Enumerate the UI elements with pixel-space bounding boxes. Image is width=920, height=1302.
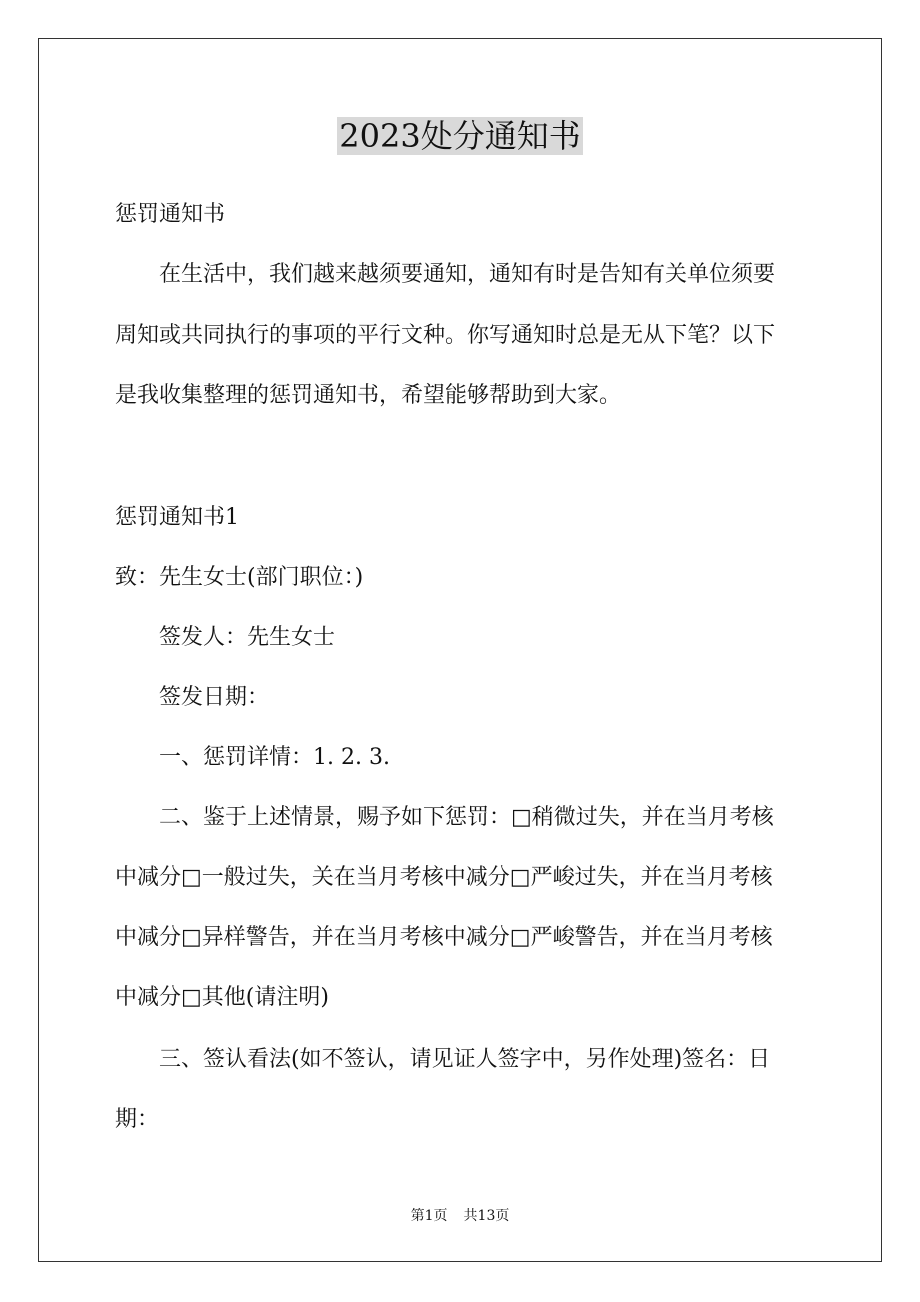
sign-line-1: 三、签认看法(如不签认，请见证人签字中，另作处理)签名：日: [159, 1047, 771, 1072]
document-title-text: 2023处分通知书: [339, 117, 581, 155]
subsection-title: 惩罚通知书1: [115, 505, 239, 530]
page-total: 共13页: [463, 1208, 510, 1224]
sign-line-2: 期：: [115, 1107, 160, 1132]
page-footer: [0, 1206, 920, 1226]
penalty-line-4: 中减分□其他(请注明): [115, 985, 329, 1010]
page-number: 第1页: [410, 1208, 448, 1224]
penalty-details-line: 一、惩罚详情：1. 2. 3.: [159, 745, 390, 770]
intro-line-2: 周知或共同执行的事项的平行文种。你写通知时总是无从下笔？以下: [115, 323, 776, 348]
penalty-line-1: 二、鉴于上述情景，赐予如下惩罚：□稍微过失，并在当月考核: [159, 805, 774, 830]
intro-line-1: 在生活中，我们越来越须要通知，通知有时是告知有关单位须要: [159, 262, 776, 287]
issuer-line: 签发人：先生女士: [159, 625, 336, 650]
recipient-line: 致：先生女士(部门职位：): [115, 565, 364, 590]
section-heading: 惩罚通知书: [115, 202, 226, 227]
intro-line-3: 是我收集整理的惩罚通知书，希望能够帮助到大家。: [115, 383, 622, 408]
penalty-line-3: 中减分□异样警告，并在当月考核中减分□严峻警告，并在当月考核: [115, 925, 773, 950]
document-title: [0, 112, 920, 160]
issue-date-line: 签发日期：: [159, 685, 270, 710]
penalty-line-2: 中减分□一般过失，关在当月考核中减分□严峻过失，并在当月考核: [115, 865, 773, 890]
